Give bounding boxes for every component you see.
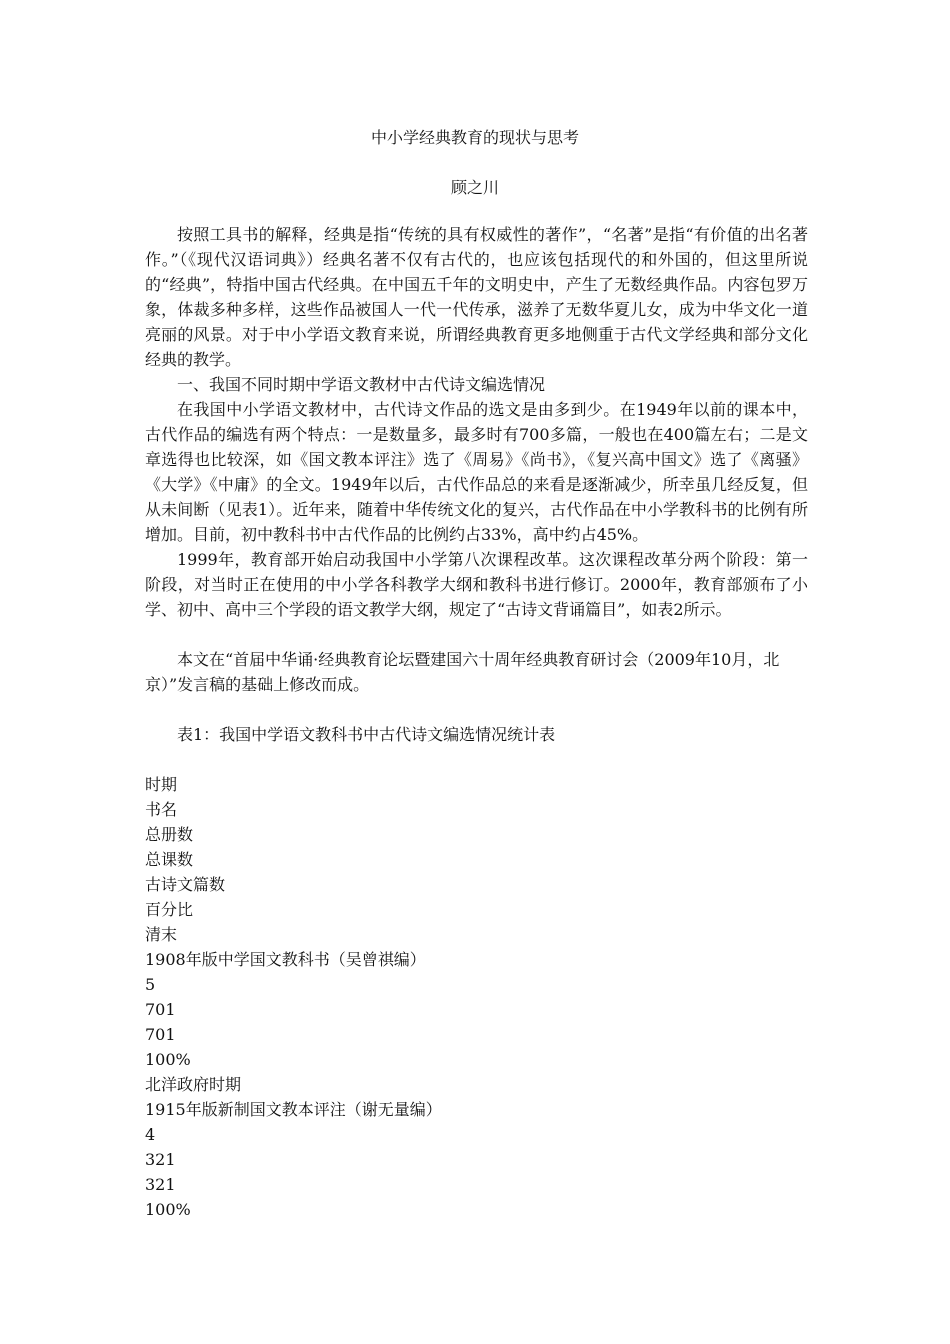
- table-cell: 古诗文篇数: [145, 875, 226, 894]
- table-cell: 1908年版中学国文教科书（吴曾祺编）: [145, 950, 426, 969]
- table-cell: 书名: [145, 800, 178, 819]
- table-cell: 321: [145, 1150, 176, 1169]
- table-cell: 北洋政府时期: [145, 1075, 242, 1094]
- table-cell: 701: [145, 1000, 176, 1019]
- section-heading: 一、我国不同时期中学语文教材中古代诗文编选情况: [177, 375, 546, 394]
- body-paragraph-reform: 1999年，教育部开始启动我国中小学第八次课程改革。这次课程改革分两个阶段：第一阶段，对当时正在使用的中小学各科教学大纲和教科书进行修订。2000年，教育部颁布了小学、初中、高中三个学段的语文教学大纲，规定了“古诗文背诵篇目”，如表2所示。: [145, 550, 808, 619]
- table-cell: 百分比: [145, 900, 194, 919]
- main-text: [145, 222, 808, 622]
- intro-paragraph: 按照工具书的解释，经典是指“传统的具有权威性的著作”，“名著”是指“有价值的出名著作。”（《现代汉语词典》）经典名著不仅有古代的，也应该包括现代的和外国的，但这里所说的“经典”，特指中国古代经典。在中国五千年的文明史中，产生了无数经典作品。内容包罗万象，体裁多种多样，这些作品被国人一代一代传承，滋养了无数华夏儿女，成为中华文化一道亮丽的风景。对于中小学语文教育来说，所谓经典教育更多地侧重于古代文学经典和部分文化经典的教学。: [145, 225, 808, 369]
- table-cell: 5: [145, 975, 156, 994]
- table-cell: 321: [145, 1175, 176, 1194]
- document-title: 中小学经典教育的现状与思考: [370, 128, 579, 147]
- table-cell: 100%: [145, 1200, 191, 1219]
- table-cell: 701: [145, 1025, 176, 1044]
- table-caption: 表1：我国中学语文教科书中古代诗文编选情况统计表: [177, 725, 556, 744]
- table-cell: 时期: [145, 775, 178, 794]
- table-cell: 1915年版新制国文教本评注（谢无量编）: [145, 1100, 442, 1119]
- table-cell: 清末: [145, 925, 178, 944]
- document-author: 顾之川: [450, 178, 499, 197]
- footnote-block: [145, 647, 808, 697]
- table-cell: 100%: [145, 1050, 191, 1069]
- table-cell: 总课数: [145, 850, 194, 869]
- table-cell: 总册数: [145, 825, 194, 844]
- table-cell: 4: [145, 1125, 156, 1144]
- table-cells: [145, 772, 442, 1222]
- body-paragraph-history: 在我国中小学语文教材中，古代诗文作品的选文是由多到少。在1949年以前的课本中，古代作品的编选有两个特点：一是数量多，最多时有700多篇，一般也在400篇左右；二是文章选得也比较深，如《国文教本评注》选了《周易》《尚书》，《复兴高中国文》选了《离骚》《大学》《中庸》的全文。1949年以后，古代作品总的来看是逐渐减少，所幸虽几经反复，但从未间断（见表1）。近年来，随着中华传统文化的复兴，古代作品在中小学教科书的比例有所增加。目前，初中教科书中古代作品的比例约占33%，高中约占45%。: [145, 400, 808, 544]
- footnote-text: 本文在“首届中华诵·经典教育论坛暨建国六十周年经典教育研讨会（2009年10月，北京）”发言稿的基础上修改而成。: [145, 650, 780, 694]
